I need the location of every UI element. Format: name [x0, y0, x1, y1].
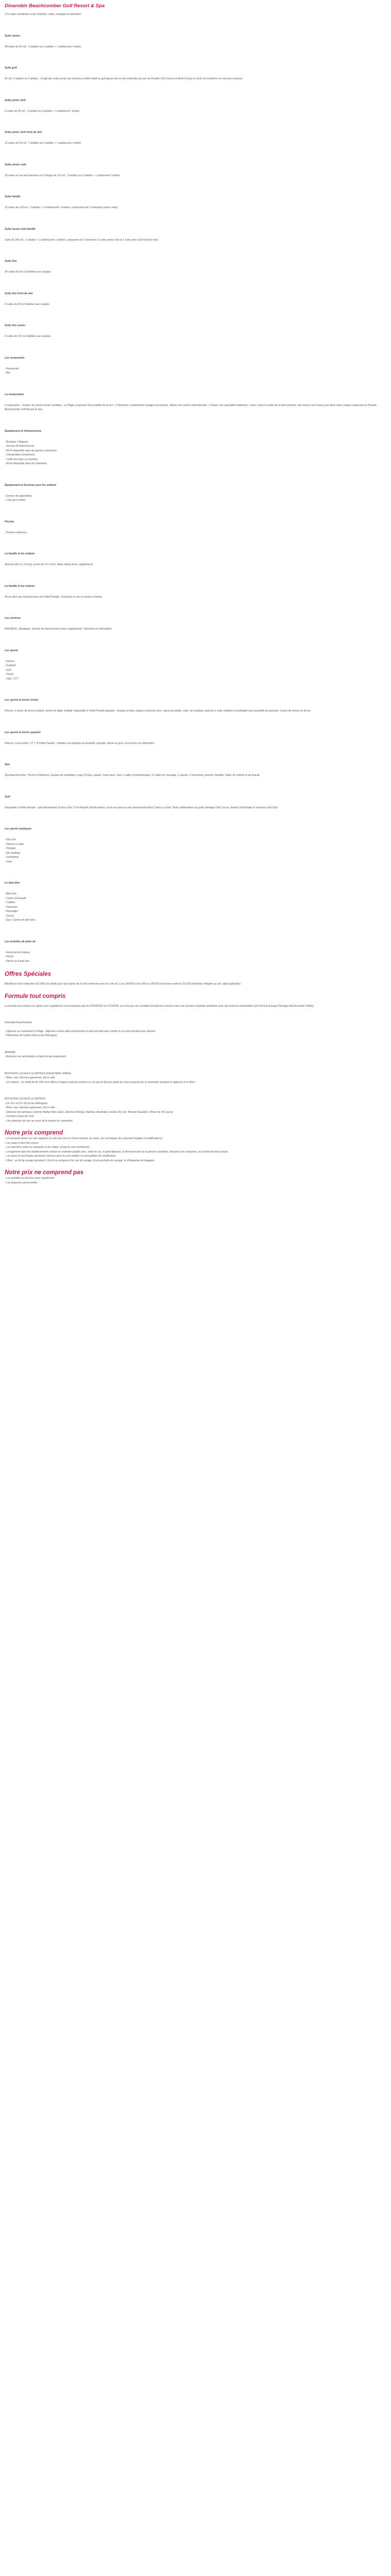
page-title: Dinarobin Beachcomber Golf Resort & Spa: [5, 3, 105, 9]
section-text: - Fitness - Football - Golf - Tennis - Vélo / VTT: [5, 659, 19, 681]
section-block: [5, 357, 386, 376]
section-block: [5, 99, 386, 114]
section-text: 16 suites de 65 m2 : 3 adultes ou 2 adultes + 1 adolescent / enfant.: [5, 142, 82, 145]
section-text: Kitesurf, cours privés, VTT. À l'hôtel Paradis : initiation à la plongée en bouteille, plongée, pêche au gros. Excursions en hélicoptère.: [5, 741, 155, 745]
section-heading: Les activités de plein air: [5, 940, 36, 943]
section-text: Spa Beachcomber, The Art of Wellness. Espace de méditation, yoga Qi-Gog, espace "suite eaux" avec 2 salles d'hydrothérapie, 11 salles de massage, 2 saunas, 2 hammams, piscine chauffée. Salon de coiffure et de beauté.: [5, 774, 260, 777]
section-heading: Les services: [5, 617, 21, 620]
formule-sub1-title: Dinarobin Beachcomber: [5, 1021, 32, 1024]
section-heading: Suite Zen: [5, 260, 17, 263]
section-heading: Équipement et infrastructure: [5, 429, 41, 433]
section-heading: La famille et les enfants: [5, 552, 35, 555]
section-block: [5, 649, 386, 682]
section-block: [5, 940, 386, 964]
section-heading: Les sports et loisirs payants: [5, 731, 41, 734]
non-comprend-section: [5, 1169, 386, 1185]
section-text: WIFI/ADSL. Boutiques. Service de blanchisserie (avec supplément). Transferts en hélicoptère.: [5, 628, 112, 631]
section-heading: Équipement et Services pour les enfants: [5, 483, 57, 487]
section-text: 4 suites de 65 m2 dédiées aux couples.: [5, 302, 50, 306]
section-block: [5, 228, 386, 243]
section-heading: Le bien être: [5, 882, 20, 885]
formule-sub3-text: - Bière, eau, boissons gazeuses, thé et café - Vin maison : un crédit de Rs 600 sera offert à chaque invité qui choisira un vin qui ne fait pas partie du choix proposé par la sommelier pendant le déjeuner et le dîner.: [5, 1076, 196, 1084]
section-block: [5, 324, 386, 339]
section-heading: Suite luxury club famille: [5, 227, 36, 231]
section-block: [5, 731, 386, 746]
section-block: [5, 260, 386, 275]
section-text: - Kite surf - Planche à voile - Plongée - Ski nautique - Snorkeling - Voile: [5, 838, 24, 863]
formule-section: [5, 993, 386, 1124]
sections-container: [5, 35, 386, 964]
section-text: 6 suites de 115 m2 dédiées aux couples.: [5, 335, 52, 338]
section-heading: Les sports: [5, 649, 19, 652]
section-text: - Excursion en bateau - Pêche - Pêche en haute mer: [5, 951, 30, 963]
formule-sub3-title: BOISSONS LOCALES ILLIMITÉES (DÉJEUNER, DÎNER): [5, 1072, 71, 1075]
formule-sub4-title: BOISSONS LOCALES ILLIMITÉES: [5, 1097, 45, 1100]
section-block: [5, 131, 386, 146]
section-text: 24 suites de 65 m2 dédiées aux couples.: [5, 270, 52, 274]
section-block: [5, 292, 386, 307]
offres-section: [5, 971, 386, 987]
section-heading: Les restaurants: [5, 356, 25, 360]
section-text: 18 suites en rez-de-chaussée ou à l'étage de 115 m2 : 3 adultes ou 2 adultes + 1 adolescent / enfant.: [5, 174, 120, 177]
offres-text: Bénéficiez d'une réduction de 100€ par adulte pour tout séjour de 5 nuits minimum avec les vols du 11 au 28/3/20 et du 29/5 au 26/6/20 à réserver avant le 31/1/20 (réduction intégrée au prix, déjà appliquée).: [5, 982, 241, 986]
section-heading: Golf: [5, 795, 10, 799]
formule-text: La formule tout compris en option avec supplément n'est proposée que du 20/04/2020 au 2/10/2020, ça n'est pas une véritable formule tout compris mais une pension complète améliorée avec des boissons disponibles (voir formule Escape Package Beachcomber Hotels) :: [5, 1004, 315, 1008]
non-comprend-heading: Notre prix ne comprend pas: [5, 1170, 84, 1176]
section-block: [5, 520, 386, 535]
section-block: [5, 617, 386, 632]
section-heading: Suite Junior: [5, 34, 20, 38]
section-heading: Suite junior club front de mer: [5, 131, 42, 134]
section-block: [5, 552, 386, 567]
offres-heading: Offres Spéciales: [5, 971, 51, 977]
section-text: Miniclub (de 3 à 12 ans) ouvert de 9 h à 23 h. Baby-sitting (avec supplément).: [5, 563, 94, 566]
section-text: - Service de babysitting - Club pour enfant: [5, 494, 31, 502]
section-text: Piscine, 3 courts de tennis éclairés, tennis de table, football. Disponible à l'hôtel Paradis (gratuit) : masque et tuba, bateau à fond de verre, stand up paddle, voile, ski nautique, planche à voile, initiation à la plongée avec bouteille (en piscine). Centre de remise en forme.: [5, 709, 312, 713]
section-text: 65 m2; 3 adultes ou 2 adultes ; 8 sligt des suites junior qui incluent un billet relatif au golf (green fee et une voiturette par jour au Paradis Golf Course et Mont-Choisy Le Golf, les transferts ne sont pas compris).: [5, 77, 243, 80]
comprend-text: - Le transport aérien sur vols réguliers ou vols low cost en classe touriste, les taxes, les surcharges de carburant (sujettes à modifications) - Les repas à bord des avions - Les transferts entre les aéroports et les hôtels, lorsqu'ils sont mentionnés - Le logement dans les établissements choisis en chambre double avec, selon le cas, le petit déjeuner, la demi-pension ou la pension complète, boissons non comprises, ou la formule tout compris - Les taxes et surcharges aériennes incluses dans les prix publiés et susceptibles de modification - Offert : un kit de voyage (pendant 1 Go kit se compose d'un sac de voyage, d'une pochette de voyage, et d'étiquettes de bagages.: [5, 1137, 229, 1162]
section-heading: Suite junior club: [5, 98, 26, 102]
document-page: [0, 0, 391, 1185]
section-heading: La famille et les enfants: [5, 584, 35, 588]
section-block: [5, 585, 386, 600]
section-heading: Suite famille: [5, 195, 21, 198]
formule-sub4-text: - De 10 h à 23 h 30 au bar Mahogany - Bière, eau, boissons gazeuses, thé et café - Sélection de spiritueux (Johnny Walker Red Label, Jameson Whisky, Irlandais, Beefeater London Dry Gin, Bronely Napoléon, Rhum de l'île sucré) - Cocktail à base de rhum - Une sélection de vins au verre de la maison du sommelier.: [5, 1101, 173, 1123]
section-block: [5, 66, 386, 81]
non-comprend-text: - Les activités ou services avec supplément - Les dépenses personnelles: [5, 1177, 55, 1184]
section-text: - Restaurant - Bar: [5, 367, 19, 375]
section-block: [5, 35, 386, 49]
formule-heading: Formule tout compris: [5, 993, 66, 999]
section-block: [5, 882, 386, 923]
section-block: [5, 430, 386, 466]
intro-text: 175 suites climatisées avec chambre, salon, varangue et télévision.: [5, 13, 82, 16]
section-block: [5, 827, 386, 864]
section-heading: Suite Zen front de mer: [5, 292, 34, 295]
section-block: [5, 163, 386, 178]
section-text: Suite de 180 m2 : 2 adultes + 3 adolescents / enfants, composée de 2 chambres (1 suite senior club et 1 suite junior club front de mer).: [5, 238, 159, 242]
section-heading: Piscine: [5, 520, 14, 523]
formule-sub2-title: MINIBAR: [5, 1050, 15, 1054]
comprend-section: [5, 1129, 386, 1163]
section-text: - Bien être - Centre de beauté - Coiffeur - Hammam - Massages - Sauna - Spa / Centre de bien-être: [5, 892, 36, 922]
formule-sub1-text: - Déjeuner au restaurant La Plage : déjeuner à deux plats comprenant un plat principal avec entrée ou un plat principal avec dessert - Pâtisseries de l'après-midi au bar Mahogany: [5, 1029, 156, 1037]
section-text: - Piscine extérieure: [5, 531, 27, 534]
section-text: 6 suites de 65 m2 : 3 adultes ou 2 adultes + 1 adolescent / enfant.: [5, 109, 80, 113]
section-block: [5, 393, 386, 412]
section-text: 98 suites de 65 m2 : 3 adultes ou 2 adultes + 1 adolescent / enfant.: [5, 45, 82, 48]
section-block: [5, 699, 386, 714]
section-heading: Les sports nautiques: [5, 827, 32, 831]
comprend-heading: Notre prix comprend: [5, 1130, 63, 1136]
section-block: [5, 195, 386, 210]
section-heading: La restauration: [5, 393, 24, 396]
section-text: - Boutique / Magasin - Service de blanchisserie - Wi-Fi disponible dans les parties communes - Climatisation (chambres) - Coffre-fort dans la chambre - Wi-Fi disponible dans les chambres: [5, 440, 57, 465]
section-heading: Suite Zen senior: [5, 324, 26, 327]
section-text: Accès libre aux infrastructures de l'hôtel Paradis. Orchestre le soir et soirées à thème.: [5, 595, 103, 599]
section-text: Disponible à l'hôtel Paradis : golf international 18 trous (Par 72 et Paradis Golf Academy, accès au parcours de championnat Mont Choisy Le Golf. Tarifs préférentiels aux golfs Heritage Golf Course, Avalon Golf Estate et Tamarina Golf Club.: [5, 806, 279, 809]
formule-sub2-text: - Boissons non alcoolisées et bière locale uniquement: [5, 1055, 67, 1058]
section-block: [5, 763, 386, 778]
section-text: 4 restaurants : Umami, de cuisine fusion asiatique ; La Plage, proposant des produits de la mer ; L'Harmonie, surplombant la plage et la piscine, offrant une cuisine internationale ; Il Gusto, aux spécialités italiennes. 2 bars. Dans le cadre de la demi-pension, des menus sont inclus pour dîner dans chaque restaurant du Paradis Beachcomber Golf Resort & Spa.: [5, 403, 377, 411]
section-text: 15 suites de 130 m2 : 2 adultes + 3 adolescents / enfants, composées de 2 chambres (junior suite).: [5, 206, 118, 209]
section-heading: Suite senior club: [5, 163, 26, 166]
section-heading: Les sports et loisirs inclus: [5, 699, 39, 702]
section-heading: Suite golf: [5, 66, 17, 70]
section-block: [5, 795, 386, 810]
section-block: [5, 484, 386, 503]
section-heading: Spa: [5, 763, 10, 766]
